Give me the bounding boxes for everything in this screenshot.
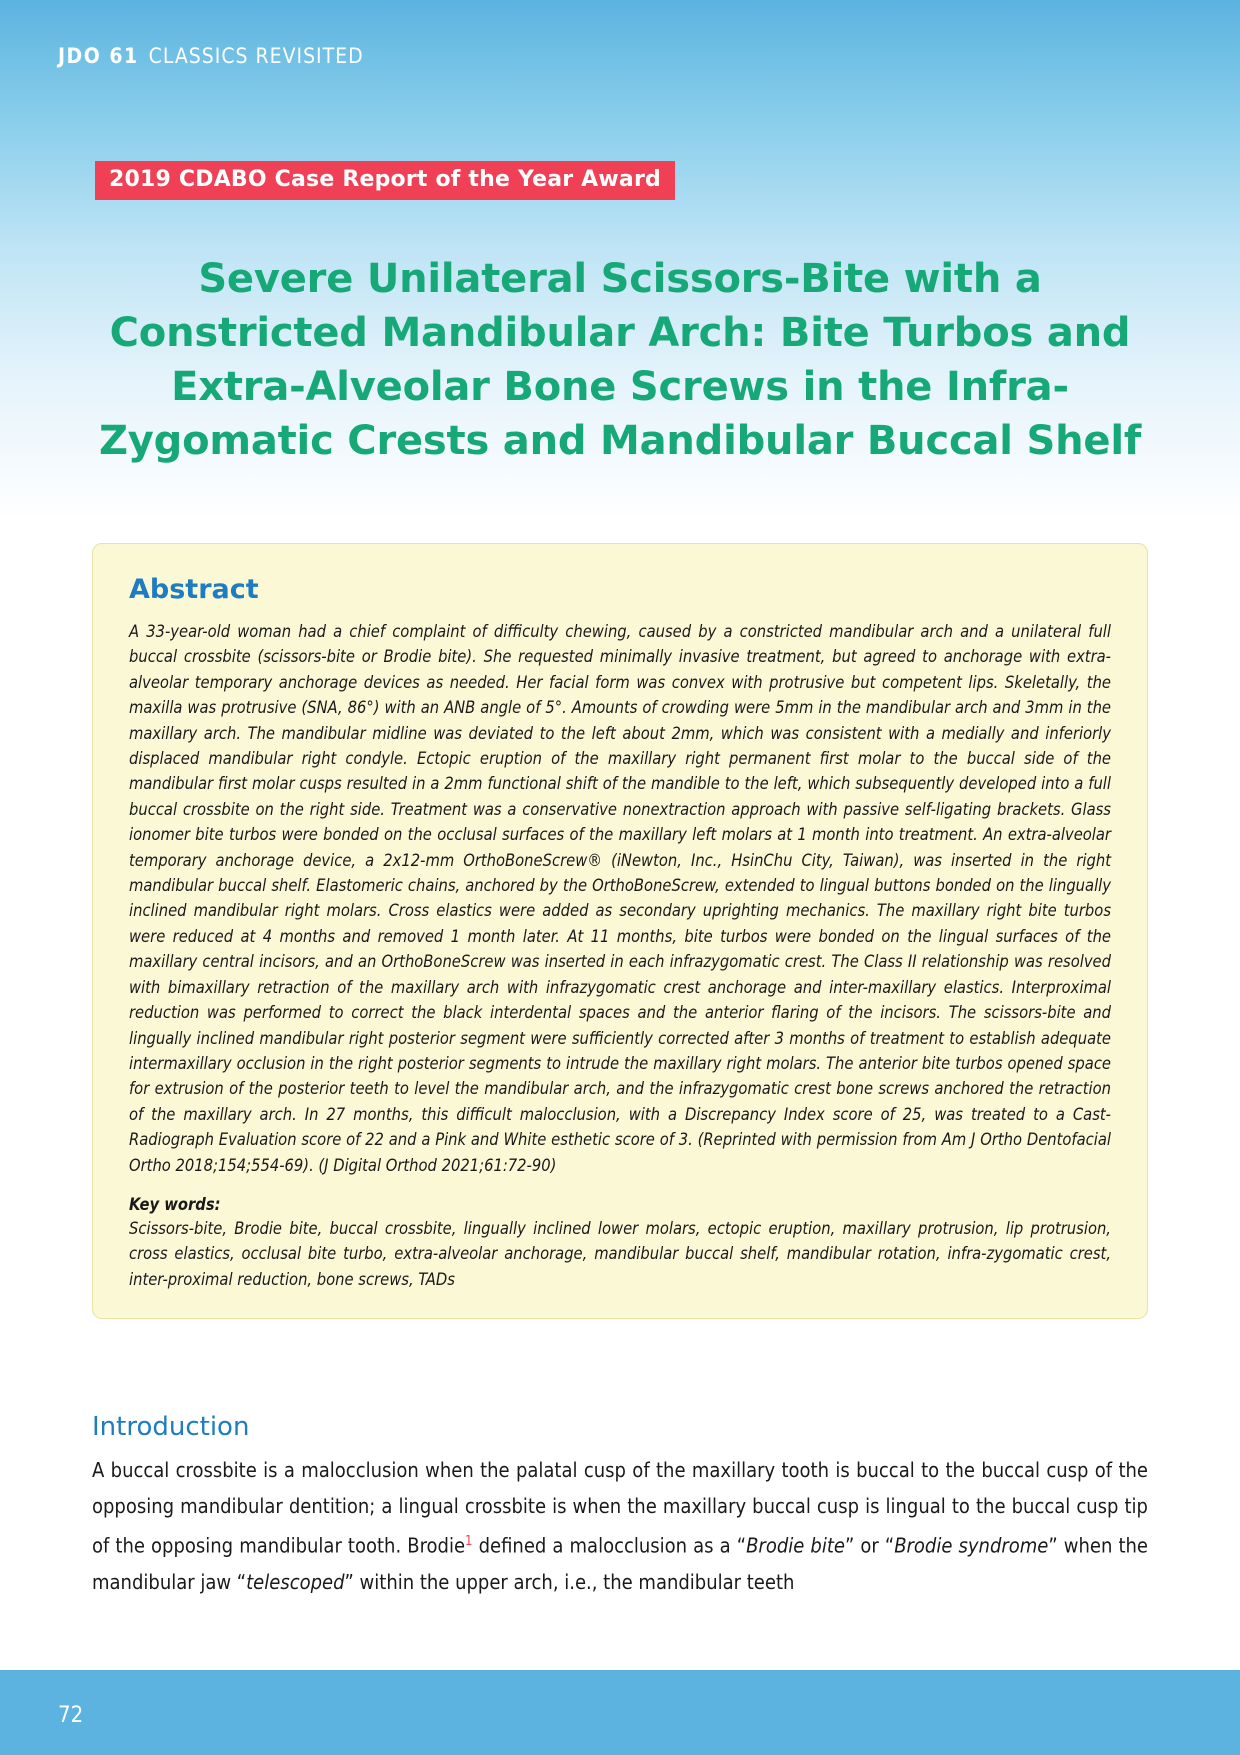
- footer-band: [0, 1670, 1240, 1755]
- award-badge: 2019 CDABO Case Report of the Year Award: [95, 161, 675, 200]
- page-number: 72: [58, 1703, 84, 1728]
- abstract-text: A 33-year-old woman had a chief complaint of difficulty chewing, caused by a constricted mandibular arch and a unilateral full buccal crossbite (scissors-bite or Brodie bite). She requested minimally invasive treatment, but agreed to anchorage with extra-alveolar temporary anchorage devices as needed. Her facial form was convex with protrusive but competent lips. Skeletally, the maxilla was protrusive (SNA, 86°) with an ANB angle of 5°. Amounts of crowding were 5mm in the mandibular arch and 3mm in the maxillary arch. The mandibular midline was deviated to the left about 2mm, which was consistent with a medially and inferiorly displaced mandibular right condyle. Ectopic eruption of the maxillary right permanent first molar to the buccal side of the mandibular first molar cusps resulted in a 2mm functional shift of the mandible to the left, which subsequently developed into a full buccal crossbite on the right side. Treatment was a conservative nonextraction approach with passive self-ligating brackets. Glass ionomer bite turbos were bonded on the occlusal surfaces of the maxillary left molars at 1 month into treatment. An extra-alveolar temporary anchorage device, a 2x12-mm OrthoBoneScrew® (iNewton, Inc., HsinChu City, Taiwan), was inserted in the right mandibular buccal shelf. Elastomeric chains, anchored by the OrthoBoneScrew, extended to lingual buttons bonded on the lingually inclined mandibular right molars. Cross elastics were added as secondary uprighting mechanics. The maxillary right bite turbos were reduced at 4 months and removed 1 month later. At 11 months, bite turbos were bonded on the lingual surfaces of the maxillary central incisors, and an OrthoBoneScrew was inserted in each infrazygomatic crest. The Class II relationship was resolved with bimaxillary retraction of the maxillary arch with infrazygomatic crest anchorage and inter-maxillary elastics. Interproximal reduction was performed to correct the black interdental spaces and the anterior flaring of the incisors. The scissors-bite and lingually inclined mandibular right posterior segment were sufficiently corrected after 3 months of treatment to establish adequate intermaxillary occlusion in the right posterior segments to intrude the maxillary right molars. The anterior bite turbos opened space for extrusion of the posterior teeth to level the mandibular arch, and the infrazygomatic crest bone screws anchored the retraction of the maxillary arch. In 27 months, this difficult malocclusion, with a Discrepancy Index score of 25, was treated to a Cast-Radiograph Evaluation score of 22 and a Pink and White esthetic score of 3. (Reprinted with permission from Am J Ortho Dentofacial Ortho 2018;154;554-69). (J Digital Orthod 2021;61:72-90): [129, 622, 1111, 1175]
- intro-text-part-4: ” when the mandibular jaw “: [92, 1533, 1149, 1594]
- page-title: Severe Unilateral Scissors-Bite with a Constricted Mandibular Arch: Bite Turbos and Extra-Alveolar Bone Screws in the Infra-Zygomatic Crests and Mandibular Buccal Shelf: [98, 255, 1142, 464]
- abstract-panel: [92, 543, 1148, 1319]
- intro-italic-3: telescoped: [246, 1569, 345, 1594]
- intro-text-part-5: ” within the upper arch, i.e., the mandibular teeth: [344, 1569, 795, 1594]
- intro-text-part-3: ” or “: [844, 1533, 895, 1558]
- section-label: CLASSICS REVISITED: [148, 44, 364, 68]
- footnote-reference: 1: [465, 1534, 473, 1549]
- running-header: [58, 44, 364, 68]
- abstract-heading: Abstract: [129, 574, 259, 605]
- intro-italic-2: Brodie syndrome: [894, 1533, 1049, 1558]
- introduction-paragraph: [92, 1452, 1148, 1600]
- keywords-label: Key words:: [129, 1194, 221, 1214]
- keywords-text: Scissors-bite, Brodie bite, buccal crossbite, lingually inclined lower molars, ectopic eruption, maxillary protrusion, lip protrusion, cross elastics, occlusal bite turbo, extra-alveolar anchorage, mandibular buccal shelf, mandibular rotation, infra-zygomatic crest, inter-proximal reduction, bone screws, TADs: [129, 1218, 1111, 1289]
- intro-italic-1: Brodie bite: [746, 1533, 845, 1558]
- introduction-heading: Introduction: [92, 1412, 250, 1442]
- intro-text-part-1: A buccal crossbite is a malocclusion when the palatal cusp of the maxillary tooth is buccal to the buccal cusp of the opposing mandibular dentition; a lingual crossbite is when the maxillary buccal cusp is lingual to the buccal cusp tip of the opposing mandibular tooth. Brodie: [92, 1458, 1148, 1558]
- journal-issue-label: JDO 61: [58, 44, 139, 68]
- intro-text-part-2: defined a malocclusion as a “: [472, 1533, 747, 1558]
